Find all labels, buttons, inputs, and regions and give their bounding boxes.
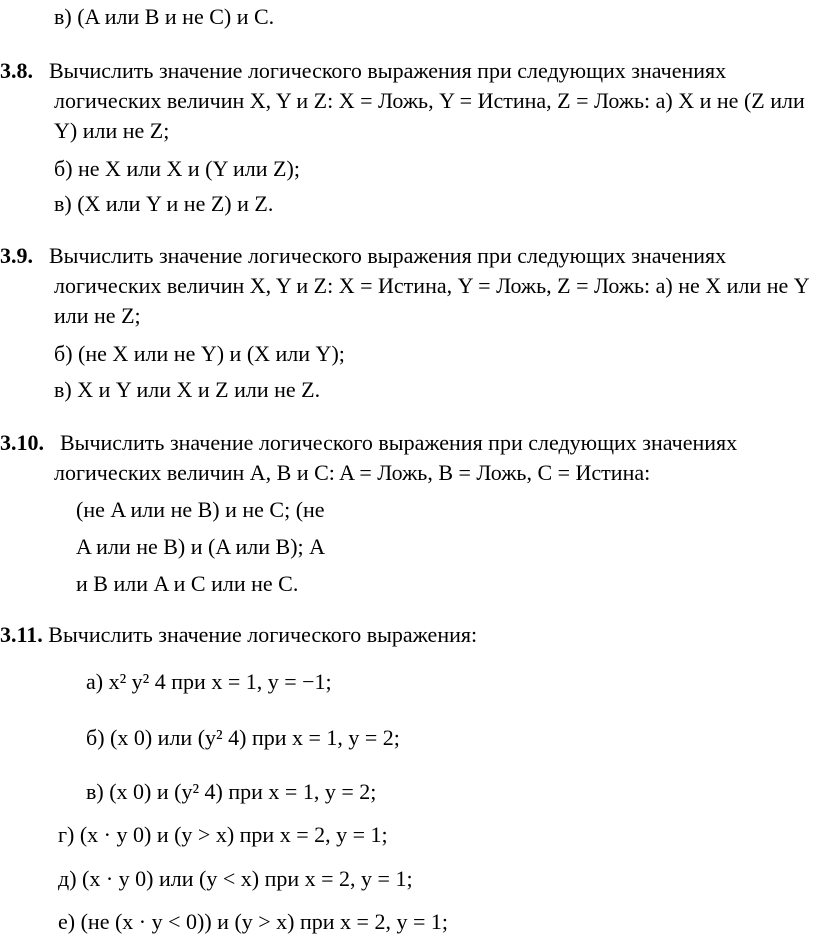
text-line: Y) или не Z;	[54, 118, 170, 143]
exercise-3-10-line-1	[0, 430, 816, 456]
exercise-3-9-line-1	[0, 243, 816, 269]
math-line-v: в) (x 0) и (y² 4) при x = 1, y = 2;	[86, 779, 377, 804]
math-line-d: д) (x · y 0) или (y < x) при x = 2, y = 1;	[58, 866, 413, 891]
text-line: (не A или не B) и не C; (не	[76, 497, 325, 522]
text-line: в) (X или Y и не Z) и Z.	[54, 191, 274, 216]
math-line-b: б) (x 0) или (y² 4) при x = 1, y = 2;	[86, 725, 400, 750]
text-line: или не Z;	[54, 303, 141, 328]
text-line: Вычислить значение логического выражения при следующих значениях	[60, 430, 738, 455]
exercise-number: 3.10.	[0, 430, 44, 455]
text-line: Вычислить значение логического выражения при следующих значениях	[49, 58, 727, 83]
text-line: Вычислить значение логического выражения при следующих значениях	[49, 243, 727, 268]
exercise-3-8-line-1	[0, 58, 816, 84]
math-line-e: е) (не (x · y < 0)) и (y > x) при x = 2, y = 1;	[58, 909, 448, 934]
exercise-3-11-line-1	[0, 622, 477, 648]
exercise-number: 3.8.	[0, 58, 33, 83]
text-line: логических величин A, B и C: A = Ложь, B = Ложь, C = Истина:	[54, 460, 651, 485]
text-line: б) (не X или не Y) и (X или Y);	[54, 341, 345, 366]
exercise-number: 3.9.	[0, 243, 33, 268]
text-line: б) не X или X и (Y или Z);	[54, 156, 300, 181]
text-line: логических величин X, Y и Z: X = Ложь, Y = Истина, Z = Ложь: а) X и не (Z или	[54, 88, 805, 113]
text-line: и B или A и C или не C.	[76, 571, 299, 596]
text-line: A или не B) и (A или B); A	[76, 534, 326, 559]
text-line: в) (A или B и не C) и C.	[54, 4, 275, 29]
text-line: логических величин X, Y и Z: X = Истина, Y = Ложь, Z = Ложь: а) не X или не Y	[54, 273, 810, 298]
text-line: в) X и Y или X и Z или не Z.	[54, 377, 321, 402]
math-line-a: а) x² y² 4 при x = 1, y = −1;	[86, 669, 332, 694]
text-line: Вычислить значение логического выражения:	[48, 622, 478, 647]
math-line-g: г) (x · y 0) и (y > x) при x = 2, y = 1;	[58, 822, 388, 847]
exercise-number: 3.11.	[0, 622, 43, 647]
